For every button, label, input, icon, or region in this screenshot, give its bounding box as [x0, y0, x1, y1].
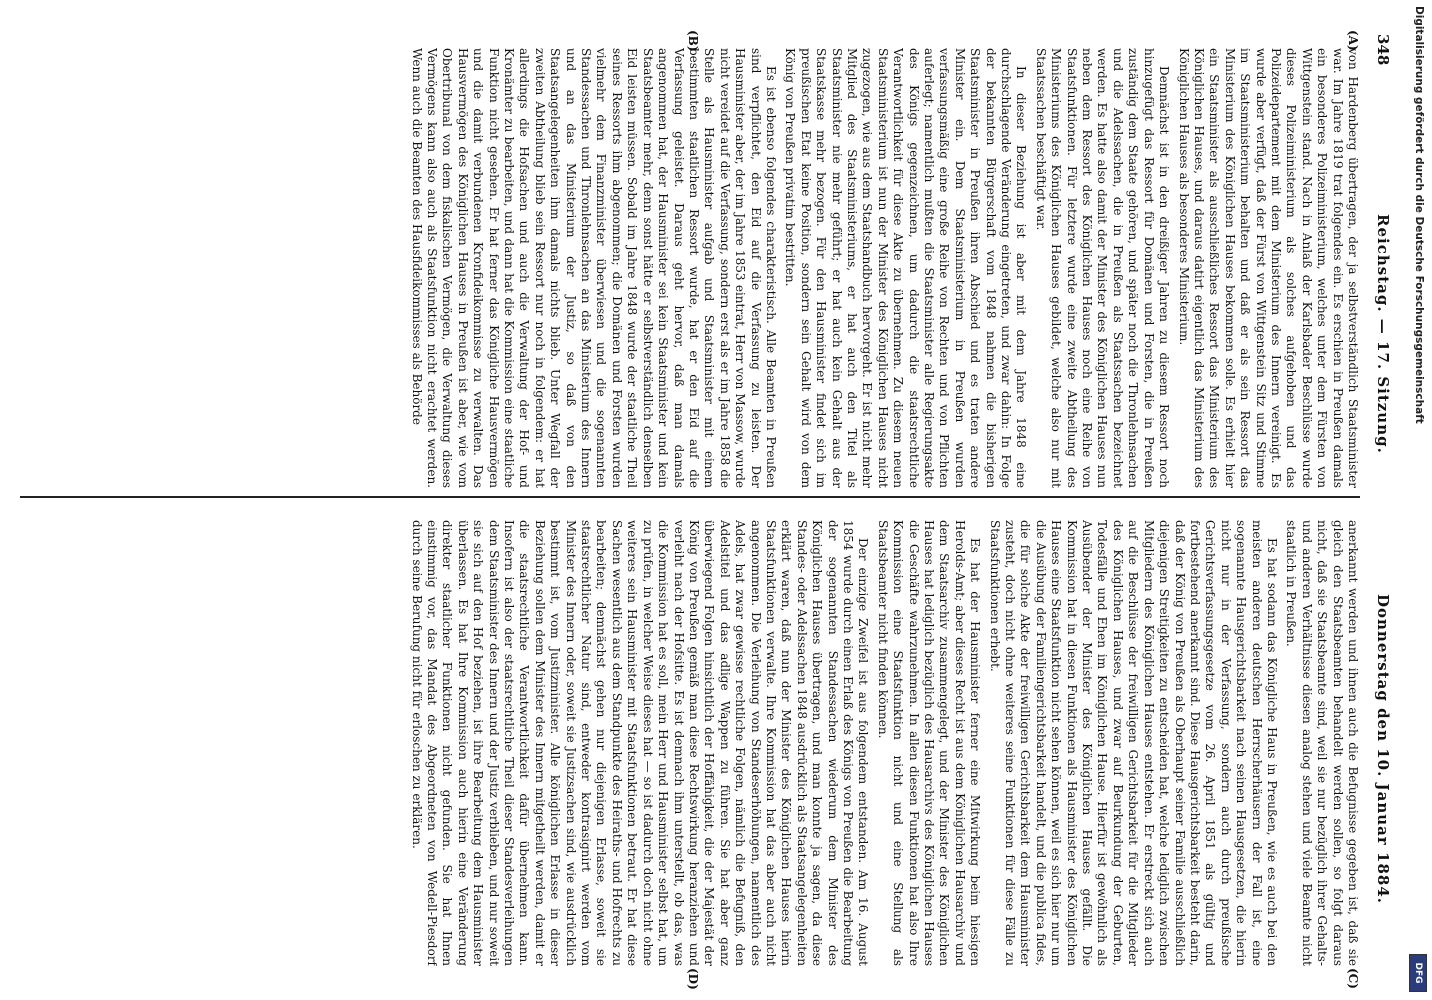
funding-notice: Digitalisierung gefördert durch die Deutsche Forschungsgemeinschaft: [1413, 6, 1425, 424]
page-number: 348: [1374, 34, 1392, 66]
footer-rotated: [1404, 0, 1432, 1000]
paragraph: von Hardenberg übertragen, der ja selbstverständlich Staatsminister war. Im Jahre 1819 trat folgendes ein. Es erschien in Preußen damals ein besonderes Polizeiministerium, welches unter dem Fürsten von Wittgenstein stand. Nach in Anlaß der Karlsbader Beschlüsse wurde dieses Polizeiministerium als solches aufgehoben und das Polizeidepartement mit dem Ministerium des Innern vereinigt. Es wurde aber verfügt, daß der Fürst von Wittgenstein Sitz und Stimme im Staatsministerium behalten und daß er als sein Ressort das Ministerium des Königlichen Hauses bekommen solle. Es erhielt hier ein Staatsminister als ausschließliches Ressort das Ministerium des Königlichen Hauses, und daraus datirt eigentlich das Ministerium des Königlichen Hauses als besonderes Ministerium.: [1176, 48, 1360, 488]
margin-marker-b: (B): [686, 30, 700, 52]
dfg-logo-text: DFG: [1410, 955, 1426, 991]
page-date: Donnerstag den 10. Januar 1884.: [1374, 594, 1392, 904]
paragraph: In dieser Beziehung ist aber mit dem Jahre 1848 eine durchschlagende Veränderung eingetreten, und zwar dahin: In Folge der bekannten Bürgerschaft vom 1848 nahmen die bisherigen Staatsminister in Preußen ihren Abschied und es traten andere Minister ein. Dem Staatsministerium in Preußen wurden verfassungsmäßig eine große Reihe von Rechten und von Pflichten auferlegt; namentlich mußten die Staatsminister alle Regierungsakte des Königs gegenzeichnen, um dadurch die staatsrechtliche Verantwortlichkeit für diese Akte zu übernehmen. Zu diesem neuen Staatsministerium ist nun der Minister des Königlichen Hauses nicht zugezogen, wie aus dem Staatshandbuch hervorgeht. Er ist nicht mehr Mitglied des Staatsministeriums, er hat auch den Titel als Staatsminister nie mehr geführt; er hat auch kein Gehalt aus der Staatskasse mehr bezogen. Für den Hausminister findet sich im preußischen Etat keine Position, sondern sein Gehalt wird von dem König von Preußen privatim bestritten.: [783, 48, 1029, 488]
margin-marker-a: (A): [1346, 30, 1360, 51]
paragraph: Es hat sodann das Königliche Haus in Preußen, wie es auch bei den meisten anderen deutschen Herrscherhäusern der Fall ist, eine sogenannte Hausgerichtsbarkeit nach seinen Hausgesetzen, die hierin nicht nur in der Verfassung, sondern auch durch preußische Gerichtsverfassungsgesetze vom 26. April 1851 als gültig und fortbestehend anerkannt sind. Diese Hausgerichtsbarkeit besteht darin, daß der König von Preußen als Oberhaupt seiner Familie ausschließlich diejenigen Streitigkeiten zu entscheiden hat, welche lediglich zwischen Mitgliedern des Königlichen Hauses entstehen. Er erstreckt sich auch auf die Beschlüsse der freiwilligen Gerichtsbarkeit für die Mitglieder des Königlichen Hauses, und zwar auf Beurkundung der Geburten, Todesfälle und Ehen im Königlichen Hause. Hierfür ist gewöhnlich als Ausübender der Minister des Königlichen Hauses gefällt. Die Kommission hat in diesen Funktionen als Hausminister des Königlichen Hauses eine Staatsfunktion nicht sehen können, weil es sich hier nur um die Ausübung der Familiengerichtsbarkeit handelt, und die publica fides, die für solche Akte der freiwilligen Gerichtsbarkeit dem Hausminister zusteht, doch nicht ohne weiteres seine Funktionen für diese Fälle zu Staatsfunktionen erhebt.: [987, 520, 1279, 966]
dfg-logo-icon: [1409, 954, 1427, 992]
digitization-footer: [1404, 0, 1432, 1000]
margin-marker-c: (C): [1346, 968, 1360, 989]
right-column: [20, 520, 1360, 966]
paragraph: anerkannt werden und ihnen auch die Befugnisse gegeben ist, daß sie gleich den Staatsbeamten behandelt werden sollen, so folgt daraus nicht, daß sie Staatsbeamte sind, weil sie nur bezüglich ihrer Gehalts- und anderen Verhältnisse diesen analog stehen und viele Beamte nicht staatlich in Preußen.: [1284, 520, 1360, 966]
left-column: [20, 48, 1360, 488]
running-title: Reichstag. — 17. Sitzung.: [1374, 214, 1392, 454]
margin-marker-d: (D): [686, 968, 700, 990]
page-header: [1366, 34, 1392, 964]
paragraph: Der einzige Zweifel ist aus folgendem entstanden. Am 16. August 1854 wurde durch einen Erlaß des Königs von Preußen die Bearbeitung der sogenannten Standessachen wiederum dem Minister des Königlichen Hauses übertragen, und man konnte ja sagen, da diese Standes- oder Adelssachen 1848 ausdrücklich als Staatsangelegenheiten erklärt waren, daß nun der Minister des Königlichen Hauses hierin Staatsfunktionen verwalte. Ihre Kommission hat das aber auch nicht angenommen. Die Verleihung von Standeserhöhungen, namentlich des Adels, hat zwar gewisse rechtliche Folgen, nämlich die Befugniß, den Adelstitel und das adlige Wappen zu führen. Sie hat aber ganz überwiegend Folgen hinsichtlich der Hoffähigkeit, die der Majestät der König von Preußen gemäß man diese Rechtswirkung heranziehen und verleiht nach der Hofsitte. Es ist demnach ihm unterstellt, ob das, was die Kommission hat es soll, mein Herr und Hausminister selbst hat, um zu prüfen, in welcher Weise dieses hat — so ist dadurch doch nicht ohne weiteres sein Hausminister mit Staatsfunktionen betraut. Er hat diese Sachen wesentlich aus dem Standpunkte des Heiraths- und Hofrechts zu bearbeiten; demnächst gehen nur diejenigen Erlasse, soweit sie staatsrechtlicher Natur sind, entweder kontrasignirt werden vom Minister des Innern oder, soweit sie Justizsachen sind, wie ausdrücklich bestimmt ist, vom Justizminister. Alle königlichen Erlasse in dieser Beziehung sollen dem Minister des Innern mitgetheilt werden, damit er die staatsrechtliche Verantwortlichkeit dafür übernehmen kann. Insofern ist also der staatsrechtliche Theil dieser Standesverleihungen dem Staatsminister des Innern und der Justiz verblieben, und nur soweit sie sich auf den Hof beziehen, ist ihre Bearbeitung dem Hausminister überlassen. Es hat Ihre Kommission auch hierin eine Veränderung direkter staatlicher Funktionen nicht gefunden. Sie hat Ihnen einstimmig vor, das Mandat des Abgeordneten von Wedell-Piesdorf durch seine Berufung nicht für erloschen zu erklären.: [409, 520, 871, 966]
paragraph: Es hat der Hausminister ferner eine Mitwirkung beim hiesigen Herolds-Amt; aber dieses Recht ist aus dem Königlichen Hausarchiv und dem Staatsarchiv zusammengelegt, und der Minister des Königlichen Hauses hat lediglich bezüglich des Hausarchivs des Königlichen Hauses die Geschäfte wahrzunehmen. In allen diesen Funktionen hat also Ihre Kommission eine Staatsfunktion nicht und eine Stellung als Staatsbeamter nicht finden können.: [875, 520, 983, 966]
paragraph: Es ist ebenso folgendes charakteristisch. Alle Beamten in Preußen sind verpflichtet, den Eid auf die Verfassung zu leisten. Der Hausminister aber, der im Jahre 1853 eintrat, Herr von Massow, wurde nicht vereidet auf die Verfassung, sondern erst als er im Jahre 1858 die Stelle als Hausminister aufgab und Staatsminister mit einem bestimmten staatlichen Ressort wurde, hat er den Eid auf die Verfassung geleistet. Daraus geht hervor, daß man damals angenommen hat, der Hausminister sei kein Staatsminister und kein Staatsbeamter mehr, denn sonst hätte er selbstverständlich denselben Eid leisten müssen. Sobald im Jahre 1848 wurde der staatliche Theil seines Ressorts ihm abgenommen; die Domänen und Forsten wurden vielmehr dem Finanzminister überwiesen und die sogenannten Standessachen und Thronlehnsachen an das Ministerium des Innern und an das Ministerium der Justiz, so daß von den Staatsangelegenheiten ihm damals nichts blieb. Unter Wegfall der zweiten Abtheilung blieb sein Ressort nur noch in folgendem: er hat allerdings die Hofsachen und auch die Verwaltung der Hof- und Kronämter zu bearbeiten, und dann hat die Kommission eine staatliche Funktion nicht gesehen. Er hat ferner das Königliche Hausvermögen und die damit verbundenen Kronfideikommisse zu verwalten. Das Hausvermögen des Königlichen Hauses in Preußen ist aber, wie vom Obertribunal von dem fiskalischen Vermögen, die Verwaltung dieses Vermögens kann also auch als Staatsfunktion nicht erachtet werden. Wenn auch die Beamten des Hausfideikommisses als Behörde: [409, 48, 778, 488]
paragraph: Demnächst ist in den dreißiger Jahren zu diesem Ressort noch hinzugefügt das Ressort für Domänen und Forsten, die in Preußen zuständig dem Staate gehören, und später noch die Thronlehnsachen und die Adelssachen, die in Preußen als Staatssachen bezeichnet werden. Es hatte also damit der Minister des Königlichen Hauses nun neben dem Ressort des Königlichen Hauses noch eine Reihe von Staatsfunktionen. Für letztere wurde eine zweite Abtheilung des Ministeriums des Königlichen Hauses gebildet, welche also nur mit Staatssachen beschäftigt war.: [1033, 48, 1172, 488]
column-divider: [20, 496, 1360, 498]
